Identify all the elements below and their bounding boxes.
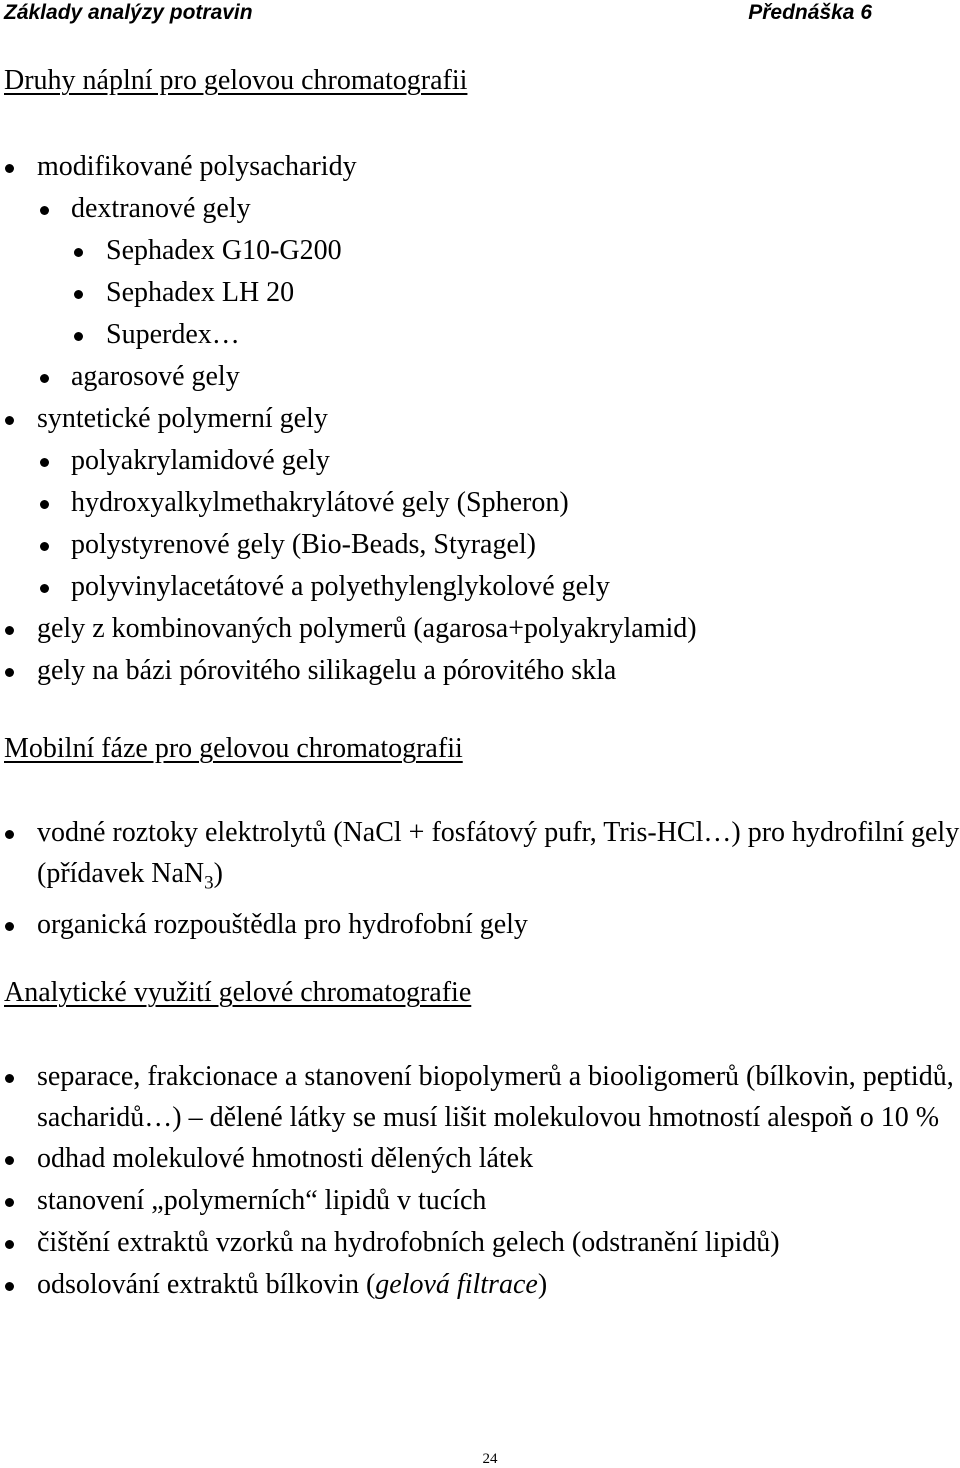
bullet-icon (5, 164, 14, 173)
bullet-icon (74, 290, 83, 299)
list-item: stanovení „polymerních“ lipidů v tucích (0, 1180, 960, 1222)
heading-analytical-use: Analytické využití gelové chromatografie (4, 977, 472, 1008)
bullet-icon (5, 830, 14, 839)
list-item: polyakrylamidové gely (0, 440, 697, 482)
page-number: 24 (482, 1451, 498, 1467)
list-item: dextranové gely (0, 188, 697, 230)
bullet-icon (40, 206, 49, 215)
document-header-lecture: Přednáška 6 (748, 1, 872, 24)
list-mobile-phase (0, 812, 960, 946)
bullet-icon (74, 248, 83, 257)
document-header-course: Základy analýzy potravin (4, 1, 253, 24)
list-item: polyvinylacetátové a polyethylenglykolové gely (0, 566, 697, 608)
bullet-icon (40, 374, 49, 383)
list-item: vodné roztoky elektrolytů (NaCl + fosfátový pufr, Tris-HCl…) pro hydrofilní gely (přídavek NaN$_3$) (0, 812, 960, 904)
bullet-icon (5, 1156, 14, 1165)
bullet-icon (40, 542, 49, 551)
bullet-icon (5, 1240, 14, 1249)
bullet-icon (5, 1074, 14, 1083)
bullet-icon (5, 626, 14, 635)
list-gel-fillings (0, 146, 697, 692)
list-item: polystyrenové gely (Bio-Beads, Styragel) (0, 524, 697, 566)
list-item: separace, frakcionace a stanovení biopolymerů a biooligomerů (bílkovin, peptidů, sacharidů…) – dělené látky se musí lišit molekulovou hmotností alespoň o 10 % (0, 1056, 960, 1138)
bullet-icon (5, 1282, 14, 1291)
bullet-icon (40, 458, 49, 467)
list-item: agarosové gely (0, 356, 697, 398)
list-item: Sephadex LH 20 (0, 272, 697, 314)
bullet-icon (5, 922, 14, 931)
bullet-icon (5, 668, 14, 677)
list-item: gely z kombinovaných polymerů (agarosa+polyakrylamid) (0, 608, 697, 650)
list-item: modifikované polysacharidy (0, 146, 697, 188)
bullet-icon (5, 1198, 14, 1207)
heading-mobile-phase: Mobilní fáze pro gelovou chromatografii (4, 733, 463, 764)
list-item: syntetické polymerní gely (0, 398, 697, 440)
list-analytical-use (0, 1056, 960, 1306)
list-item: Superdex… (0, 314, 697, 356)
list-item: hydroxyalkylmethakrylátové gely (Spheron) (0, 482, 697, 524)
bullet-icon (40, 584, 49, 593)
list-item: odhad molekulové hmotnosti dělených látek (0, 1138, 960, 1180)
list-item: organická rozpouštědla pro hydrofobní gely (0, 904, 960, 946)
bullet-icon (5, 416, 14, 425)
list-item: odsolování extraktů bílkovin (gelová filtrace) (0, 1264, 960, 1306)
heading-gel-fillings: Druhy náplní pro gelovou chromatografii (4, 65, 468, 96)
list-item: čištění extraktů vzorků na hydrofobních gelech (odstranění lipidů) (0, 1222, 960, 1264)
list-item: Sephadex G10-G200 (0, 230, 697, 272)
list-item: gely na bázi pórovitého silikagelu a pórovitého skla (0, 650, 697, 692)
bullet-icon (40, 500, 49, 509)
bullet-icon (74, 332, 83, 341)
